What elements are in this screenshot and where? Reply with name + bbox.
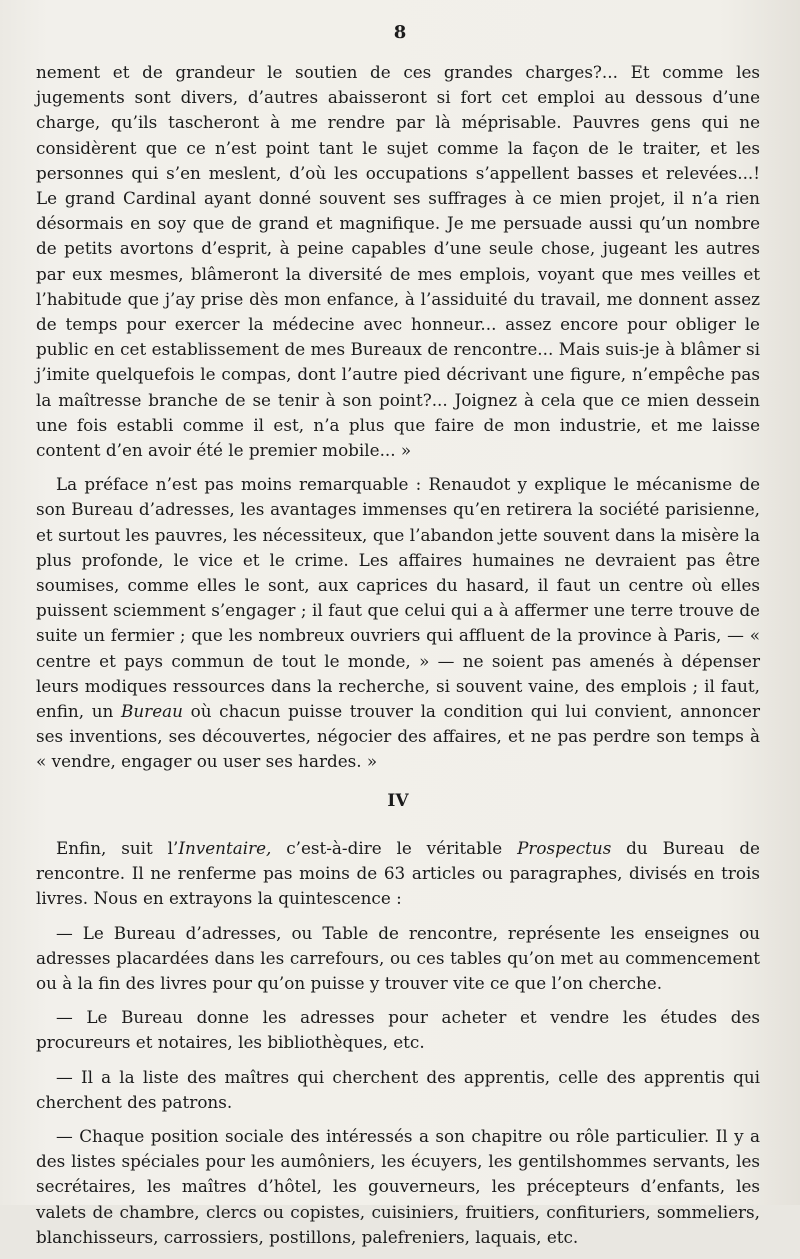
italic-prospectus: Prospectus — [517, 837, 612, 858]
list-item: — Chaque position sociale des intéressés a son chapitre ou rôle particulier. Il y a des listes spéciales pour les aumôniers, les écuyers, les gentilshommes servants, les secrétaires, les maîtres d’hôtel, les gouverneurs, les précepteurs d’enfants, les valets de chambre, clercs ou copistes, cuisiniers, fruitiers, confituriers, sommeliers, blanchisseurs, carrossiers, postillons, palefreniers, laquais, etc. — [36, 1125, 760, 1247]
paragraph-preface — [36, 472, 760, 774]
list-item: — Le Bureau d’adresses, ou Table de rencontre, représente les enseignes ou adresses placardées dans les carrefours, ou ces tables qu’on met au commencement ou à la fin des livres pour qu’on puisse y trouver vite ce que l’on cherche. — [36, 922, 760, 993]
list-item: — Le Bureau donne les adresses pour acheter et vendre les études des procureurs et notaires, les bibliothèques, etc. — [36, 1007, 760, 1053]
paragraph-preface-text: La préface n’est pas moins remarquable : Renaudot y explique le mécanisme de son Bureau d’adresses, les avantages immenses qu’en retirera la société parisienne, et surtout les pauvres, les nécessiteux, que l’abandon jette souvent dans la misère la plus profonde, le vice et le crime. Les affaires humaines ne devraient pas être soumises, comme elles le sont, aux caprices du hasard, il faut un centre où elles puissent sciemment s’engager ; il faut que celui qui a à affermer une terre trouve de suite un fermier ; que les nombreux ouvriers qui affluent de la province à Paris, — « centre et pays commun de tout le monde, » — ne soient pas amenés à dépenser leurs modiques ressources dans la recherche, si souvent vaine, des emplois ; il faut, enfin, un — [36, 474, 760, 722]
section-heading: IV — [387, 790, 409, 811]
list-item: — Il a la liste des maîtres qui cherchent des apprentis, celle des apprentis qui cherchent des patrons. — [36, 1066, 760, 1112]
italic-bureau: Bureau — [121, 701, 183, 722]
p3-end: du Bureau de rencontre. Il ne renferme pas moins de 63 articles ou paragraphes, divisés en trois livres. Nous en extrayons la quintescence : — [36, 837, 760, 909]
page-number: 8 — [393, 22, 407, 43]
p3-start: Enfin, suit l’ — [56, 837, 179, 858]
paragraph-inventaire — [36, 836, 760, 912]
paragraph-preface-end: où chacun puisse trouver la condition qui lui convient, annoncer ses inventions, ses découvertes, négocier des affaires, et ne pas perdre son temps à « vendre, engager ou user ses hardes. » — [36, 701, 760, 772]
body-text — [36, 60, 760, 1259]
p3-mid: c’est-à-dire le véritable — [271, 837, 518, 858]
paragraph-quote-end: nement et de grandeur le soutien de ces grandes charges?... Et comme les jugements sont divers, d’autres abaisseront si fort cet emploi au dessous d’une charge, qu’ils tascheront à me rendre par là méprisable. Pauvres gens qui ne considèrent que ce n’est point tant le sujet comme la façon de le traiter, et les personnes qui s’en meslent, d’où les occupations s’appellent basses et relevées...! Le grand Cardinal ayant donné souvent ses suffrages à ce mien projet, il n’a rien désormais en soy que de grand et magnifique. Je me persuade aussi qu’un nombre de petits avortons d’esprit, à peine capables d’une seule chose, jugeant les autres par eux mesmes, blâmeront la diversité de mes emplois, voyant que mes veilles et l’habitude que j’ay prise dès mon enfance, à l’assiduité du travail, me donnent assez de temps pour exercer la médecine avec honneur... assez encore pour obliger le public en cet establissement de mes Bureaux de rencontre... Mais suis-je à blâmer si j’imite quelquefois le compas, dont l’autre pied décrivant une figure, n’empêche pas la maîtresse branche de se tenir à son point?... Joignez à cela que ce mien dessein une fois establi comme il est, n’a plus que faire de mon industrie, et me laisse content d’en avoir été le premier mobile... » — [36, 62, 760, 461]
italic-inventaire: Inventaire, — [178, 837, 272, 858]
